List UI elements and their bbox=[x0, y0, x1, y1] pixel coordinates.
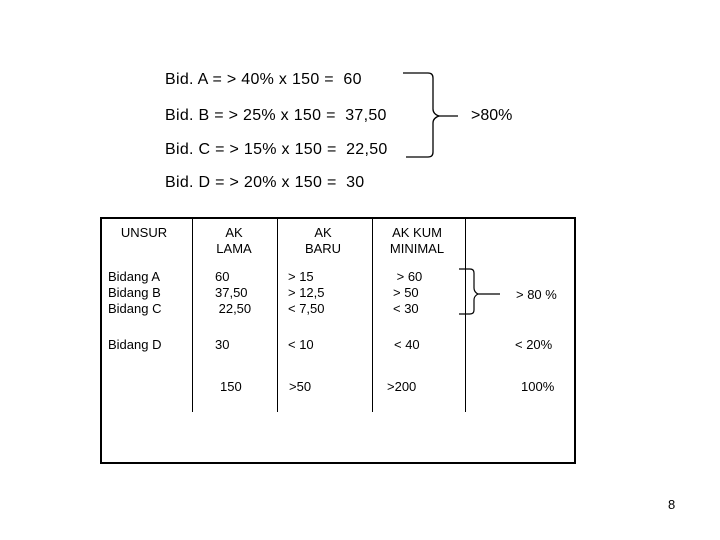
brace-label-top: >80% bbox=[471, 107, 513, 124]
ak-baru-abc: > 15 > 12,5 < 7,50 bbox=[288, 269, 325, 316]
total-ak-kum: >200 bbox=[387, 379, 417, 394]
percent-d: < 20% bbox=[515, 337, 553, 352]
ak-lama-d: 30 bbox=[215, 337, 230, 352]
page-number: 8 bbox=[668, 497, 676, 512]
total-ak-baru: >50 bbox=[289, 379, 312, 394]
unsur-d: Bidang D bbox=[108, 337, 162, 352]
header-ak-lama: AK LAMA bbox=[216, 225, 252, 256]
summary-table bbox=[100, 217, 576, 464]
total-percent: 100% bbox=[521, 379, 555, 394]
col-divider-4 bbox=[465, 219, 466, 412]
header-ak-baru: AK BARU bbox=[304, 225, 342, 256]
ak-kum-d: < 40 bbox=[394, 337, 420, 352]
col-divider-2 bbox=[277, 219, 278, 412]
calc-line-b: Bid. B = > 25% x 150 = 37,50 bbox=[165, 107, 387, 124]
top-brace bbox=[403, 73, 439, 157]
calc-line-a: Bid. A = > 40% x 150 = 60 bbox=[165, 71, 362, 88]
total-ak-lama: 150 bbox=[220, 379, 242, 394]
col-divider-3 bbox=[372, 219, 373, 412]
ak-lama-abc: 60 37,50 22,50 bbox=[215, 269, 252, 316]
header-unsur: UNSUR bbox=[120, 225, 168, 240]
col-divider-1 bbox=[192, 219, 193, 412]
unsur-abc: Bidang A Bidang B Bidang C bbox=[108, 269, 162, 316]
ak-kum-abc: > 60 > 50 < 30 bbox=[393, 269, 423, 316]
calc-line-d: Bid. D = > 20% x 150 = 30 bbox=[165, 174, 365, 191]
header-ak-kum-minimal: AK KUM MINIMAL bbox=[389, 225, 445, 256]
percent-abc: > 80 % bbox=[516, 287, 557, 302]
calc-line-c: Bid. C = > 15% x 150 = 22,50 bbox=[165, 141, 388, 158]
ak-baru-d: < 10 bbox=[288, 337, 314, 352]
